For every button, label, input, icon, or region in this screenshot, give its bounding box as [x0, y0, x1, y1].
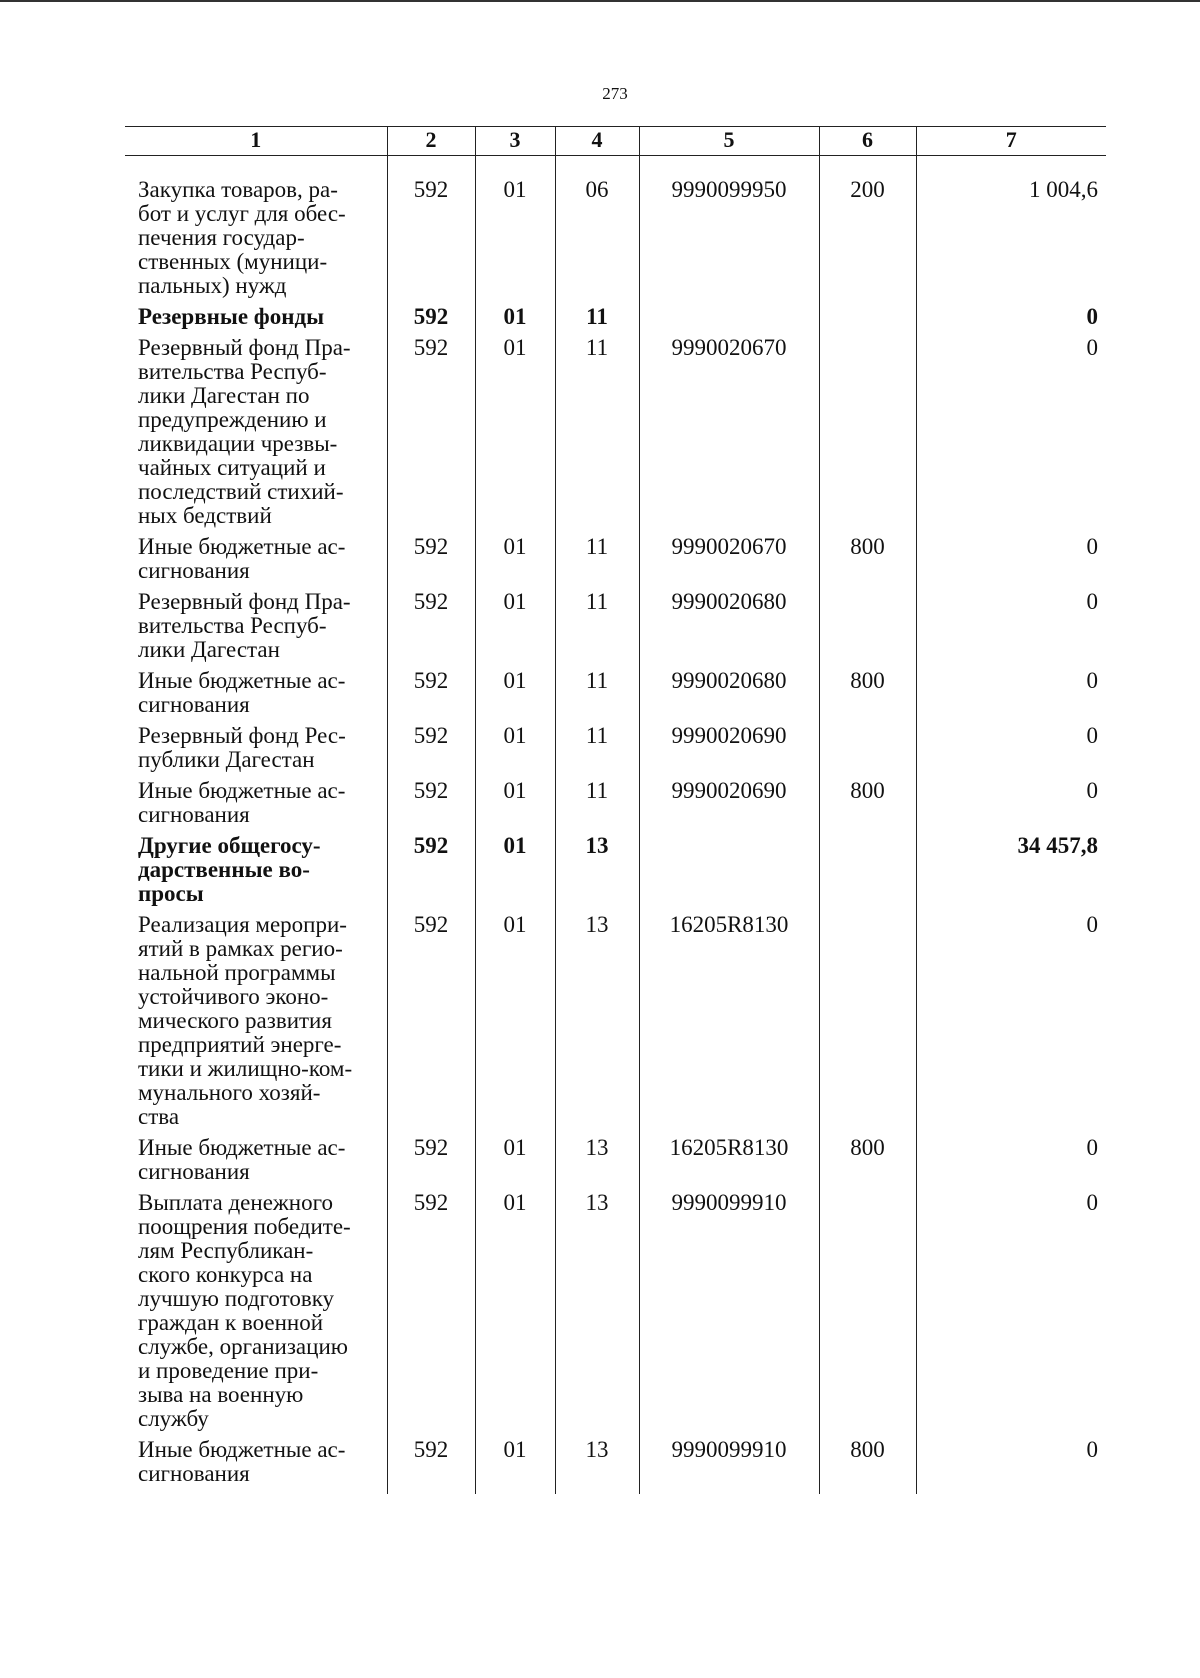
table-row	[125, 590, 1106, 669]
row-name: Иные бюджетные ас- сигнования	[138, 1135, 346, 1184]
row-subsection-code: 11	[555, 669, 639, 724]
row-ministry-code: 592	[387, 156, 475, 306]
row-amount: 0	[916, 779, 1106, 834]
row-expense-type: 800	[819, 669, 916, 724]
table-body	[125, 156, 1106, 1495]
row-section-code: 01	[475, 913, 555, 1136]
row-section-code: 01	[475, 724, 555, 779]
row-section-code: 01	[475, 535, 555, 590]
row-subsection-code: 11	[555, 305, 639, 336]
table-row	[125, 156, 1106, 306]
row-expense-type	[819, 1191, 916, 1438]
table-row	[125, 724, 1106, 779]
column-header-3: 3	[475, 127, 555, 156]
table-row	[125, 305, 1106, 336]
row-name: Резервный фонд Пра- вительства Респуб- лики Дагестан по предупреждению и ликвидации чрезвы- чайных ситуаций и последствий стихий- ных бедствий	[138, 335, 351, 528]
row-subsection-code: 06	[555, 156, 639, 306]
row-expense-type: 800	[819, 1438, 916, 1494]
row-ministry-code: 592	[387, 724, 475, 779]
row-ministry-code: 592	[387, 1191, 475, 1438]
row-target-article: 16205R8130	[639, 1136, 819, 1191]
column-header-4: 4	[555, 127, 639, 156]
row-section-code: 01	[475, 779, 555, 834]
row-expense-type	[819, 590, 916, 669]
row-amount: 0	[916, 590, 1106, 669]
table-row	[125, 834, 1106, 913]
row-target-article: 9990020670	[639, 336, 819, 535]
row-subsection-code: 11	[555, 779, 639, 834]
row-section-code: 01	[475, 1438, 555, 1494]
row-ministry-code: 592	[387, 336, 475, 535]
row-expense-type	[819, 913, 916, 1136]
row-section-code: 01	[475, 156, 555, 306]
row-subsection-code: 11	[555, 590, 639, 669]
row-target-article: 9990020680	[639, 590, 819, 669]
row-amount: 0	[916, 305, 1106, 336]
row-expense-type: 200	[819, 156, 916, 306]
row-target-article: 9990099950	[639, 156, 819, 306]
row-ministry-code: 592	[387, 1136, 475, 1191]
column-header-7: 7	[916, 127, 1106, 156]
row-name: Иные бюджетные ас- сигнования	[138, 1437, 346, 1486]
row-ministry-code: 592	[387, 834, 475, 913]
table-row	[125, 336, 1106, 535]
row-ministry-code: 592	[387, 590, 475, 669]
row-name: Резервный фонд Пра- вительства Респуб- лики Дагестан	[138, 589, 351, 662]
row-name: Иные бюджетные ас- сигнования	[138, 668, 346, 717]
row-target-article: 9990020680	[639, 669, 819, 724]
row-ministry-code: 592	[387, 305, 475, 336]
row-target-article: 9990020670	[639, 535, 819, 590]
row-expense-type	[819, 724, 916, 779]
row-target-article	[639, 305, 819, 336]
row-expense-type	[819, 834, 916, 913]
row-subsection-code: 13	[555, 1136, 639, 1191]
budget-table	[125, 126, 1106, 1494]
row-subsection-code: 11	[555, 724, 639, 779]
row-subsection-code: 13	[555, 913, 639, 1136]
row-amount: 0	[916, 535, 1106, 590]
row-expense-type	[819, 336, 916, 535]
row-name: Резервный фонд Рес- публики Дагестан	[138, 723, 346, 772]
table-row	[125, 779, 1106, 834]
row-amount: 0	[916, 1191, 1106, 1438]
table-row	[125, 1438, 1106, 1494]
row-section-code: 01	[475, 834, 555, 913]
row-name: Резервные фонды	[138, 304, 325, 329]
page-top-border	[0, 0, 1200, 2]
row-expense-type: 800	[819, 1136, 916, 1191]
row-section-code: 01	[475, 590, 555, 669]
table-row	[125, 1136, 1106, 1191]
row-expense-type	[819, 305, 916, 336]
row-amount: 0	[916, 913, 1106, 1136]
row-target-article: 16205R8130	[639, 913, 819, 1136]
table-row	[125, 669, 1106, 724]
row-subsection-code: 13	[555, 1191, 639, 1438]
row-ministry-code: 592	[387, 913, 475, 1136]
table-row	[125, 535, 1106, 590]
table-row	[125, 913, 1106, 1136]
row-section-code: 01	[475, 336, 555, 535]
row-amount: 0	[916, 724, 1106, 779]
row-name: Иные бюджетные ас- сигнования	[138, 534, 346, 583]
row-name: Иные бюджетные ас- сигнования	[138, 778, 346, 827]
column-header-6: 6	[819, 127, 916, 156]
row-ministry-code: 592	[387, 535, 475, 590]
row-section-code: 01	[475, 305, 555, 336]
row-target-article: 9990020690	[639, 779, 819, 834]
row-name: Другие общегосу- дарственные во- просы	[138, 833, 321, 906]
row-ministry-code: 592	[387, 1438, 475, 1494]
column-header-1: 1	[125, 127, 387, 156]
row-amount: 0	[916, 336, 1106, 535]
row-section-code: 01	[475, 1136, 555, 1191]
row-target-article	[639, 834, 819, 913]
row-section-code: 01	[475, 1191, 555, 1438]
row-section-code: 01	[475, 669, 555, 724]
row-amount: 0	[916, 1136, 1106, 1191]
page-number: 273	[602, 84, 628, 103]
row-subsection-code: 11	[555, 535, 639, 590]
row-ministry-code: 592	[387, 669, 475, 724]
column-header-2: 2	[387, 127, 475, 156]
row-amount: 1 004,6	[916, 156, 1106, 306]
row-target-article: 9990099910	[639, 1191, 819, 1438]
row-target-article: 9990020690	[639, 724, 819, 779]
row-expense-type: 800	[819, 779, 916, 834]
row-name: Реализация меропри- ятий в рамках регио- нальной программы устойчивого эконо- мического развития предприятий энерге- тики и жилищно-ком- мунального хозяй- ства	[138, 912, 353, 1129]
row-amount: 0	[916, 669, 1106, 724]
row-ministry-code: 592	[387, 779, 475, 834]
header-row	[125, 127, 1106, 156]
row-subsection-code: 13	[555, 1438, 639, 1494]
row-subsection-code: 11	[555, 336, 639, 535]
row-name: Выплата денежного поощрения победите- лям Республикан- ского конкурса на лучшую подготовку граждан к военной службе, организацию и проведение при- зыва на военную службу	[138, 1190, 351, 1431]
row-expense-type: 800	[819, 535, 916, 590]
table-row	[125, 1191, 1106, 1438]
row-subsection-code: 13	[555, 834, 639, 913]
column-header-5: 5	[639, 127, 819, 156]
row-amount: 0	[916, 1438, 1106, 1494]
row-amount: 34 457,8	[916, 834, 1106, 913]
row-name: Закупка товаров, ра- бот и услуг для обес- печения государ- ственных (муници- пальных) нужд	[138, 177, 346, 298]
row-target-article: 9990099910	[639, 1438, 819, 1494]
